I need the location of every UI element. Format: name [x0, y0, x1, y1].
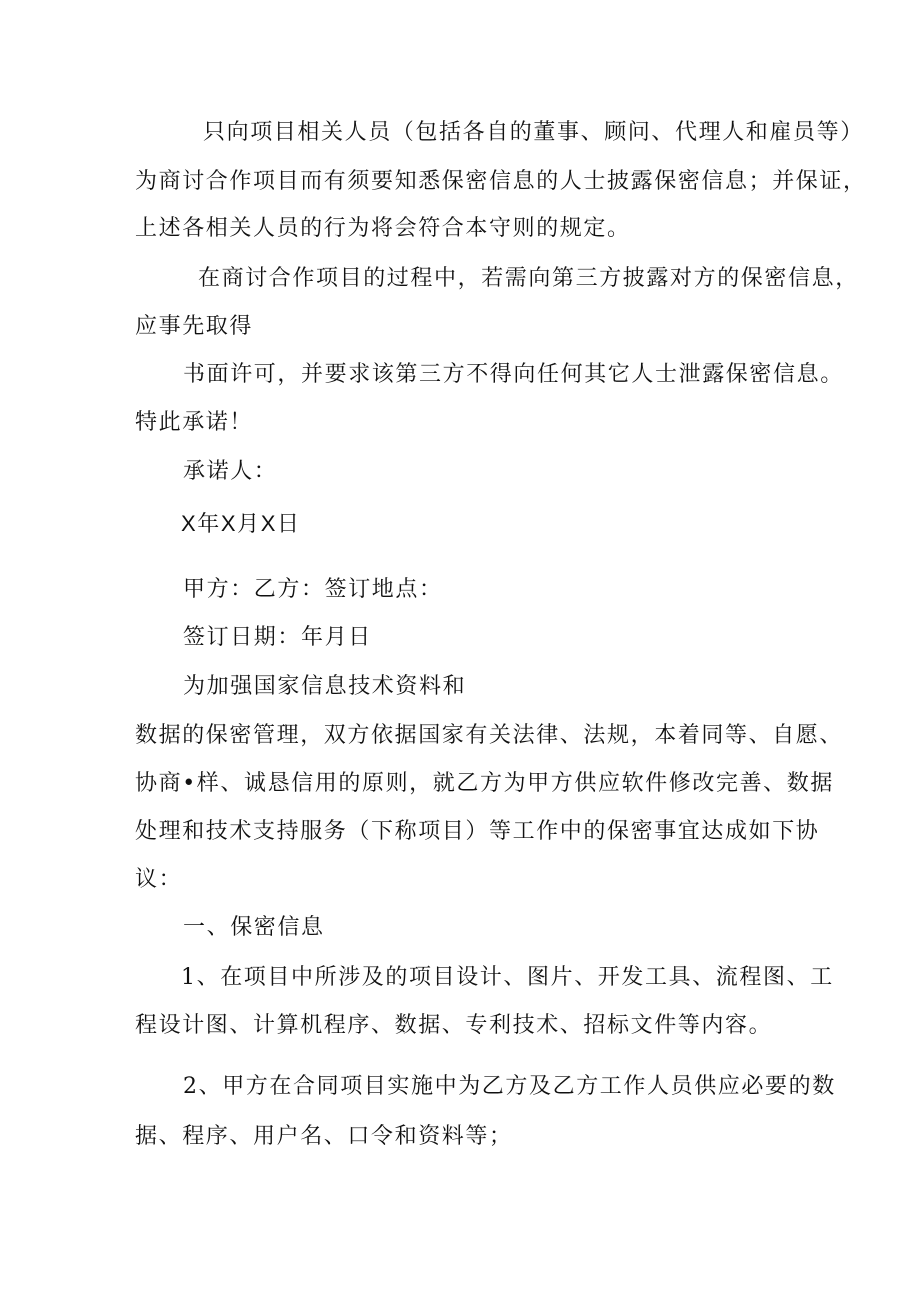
text-line: 数据的保密管理，双方依据国家有关法律、法规，本着同等、自愿、	[135, 723, 844, 748]
text-line: 只向项目相关人员（包括各自的董事、顾问、代理人和雇员等）	[203, 120, 864, 145]
text-line: 甲方：乙方：签订地点：	[183, 577, 443, 602]
date-placeholder: X年X月X日	[181, 511, 301, 536]
text-line: 承诺人：	[183, 459, 278, 484]
text-line: 书面许可，并要求该第三方不得向任何其它人士泄露保密信息。	[183, 362, 844, 387]
text-line: 特此承诺！	[135, 410, 254, 435]
text-line: 签订日期：年月日	[183, 625, 372, 650]
text-line: 1、在项目中所涉及的项目设计、图片、开发工具、流程图、工	[181, 965, 834, 990]
text-line: 2、甲方在合同项目实施中为乙方及乙方工作人员供应必要的数	[183, 1074, 836, 1099]
text-line: 协商•样、诚恳信用的原则，就乙方为甲方供应软件修改完善、数据	[135, 771, 834, 796]
text-line: 应事先取得	[135, 314, 254, 339]
text-line: 据、程序、用户名、口令和资料等；	[135, 1124, 513, 1149]
text-line: 上述各相关人员的行为将会符合本守则的规定。	[135, 216, 631, 241]
text-line: 议：	[135, 867, 183, 892]
section-heading: 一、保密信息	[183, 915, 325, 940]
text-line: 处理和技术支持服务（下称项目）等工作中的保密事宜达成如下协	[135, 819, 820, 844]
text-line: 程设计图、计算机程序、数据、专利技术、招标文件等内容。	[135, 1013, 773, 1038]
text-line: 在商讨合作项目的过程中，若需向第三方披露对方的保密信息，	[198, 266, 859, 291]
text-line: 为加强国家信息技术资料和	[183, 674, 467, 699]
text-line: 为商讨合作项目而有须要知悉保密信息的人士披露保密信息；并保证，	[135, 169, 867, 194]
